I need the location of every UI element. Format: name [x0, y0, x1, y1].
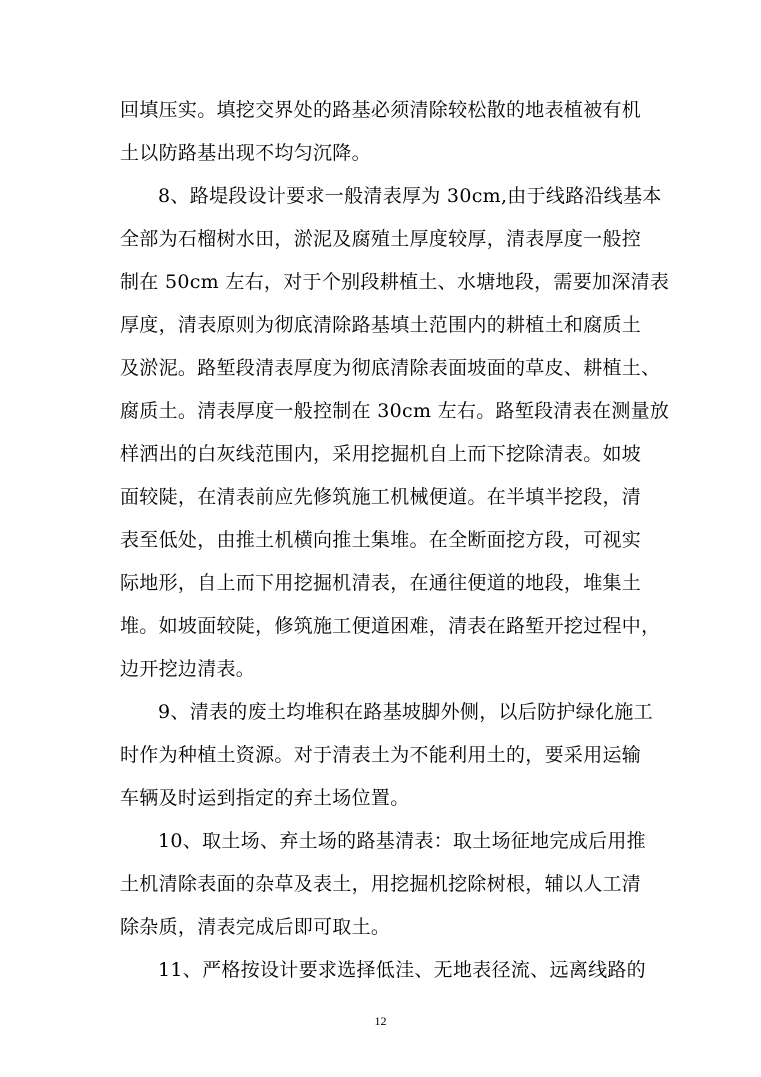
paragraph-line: 腐质土。清表厚度一般控制在 30cm 左右。路堑段清表在测量放	[120, 400, 670, 422]
paragraph-line: 表至低处，由推土机横向推土集堆。在全断面挖方段，可视实	[120, 529, 642, 551]
paragraph-line: 厚度，清表原则为彻底清除路基填土范围内的耕植土和腐质土	[120, 314, 642, 336]
paragraph-line: 及淤泥。路堑段清表厚度为彻底清除表面坡面的草皮、耕植土、	[120, 357, 661, 379]
paragraph-line: 除杂质，清表完成后即可取土。	[120, 916, 391, 938]
paragraph-line: 时作为种植土资源。对于清表土为不能利用土的，要采用运输	[120, 744, 642, 766]
paragraph-line: 11、严格按设计要求选择低洼、无地表径流、远离线路的	[158, 959, 646, 981]
paragraph-line: 回填压实。填挖交界处的路基必须清除较松散的地表植被有机	[120, 99, 642, 121]
paragraph-line: 边开挖边清表。	[120, 658, 256, 680]
paragraph-line: 全部为石榴树水田，淤泥及腐殖土厚度较厚，清表厚度一般控	[120, 228, 642, 250]
paragraph-line: 8、路堤段设计要求一般清表厚为 30cm,由于线路沿线基本	[158, 185, 662, 207]
paragraph-line: 际地形，自上而下用挖掘机清表，在通往便道的地段，堆集土	[120, 572, 642, 594]
paragraph-line: 9、清表的废土均堆积在路基坡脚外侧，以后防护绿化施工	[158, 701, 653, 723]
paragraph-line: 样洒出的白灰线范围内，采用挖掘机自上而下挖除清表。如坡	[120, 443, 642, 465]
paragraph-line: 10、取土场、弃土场的路基清表：取土场征地完成后用推	[158, 830, 646, 852]
paragraph-line: 堆。如坡面较陡，修筑施工便道困难，清表在路堑开挖过程中，	[120, 615, 661, 637]
paragraph-line: 土机清除表面的杂草及表土，用挖掘机挖除树根，辅以人工清	[120, 873, 642, 895]
paragraph-line: 车辆及时运到指定的弃土场位置。	[120, 787, 410, 809]
paragraph-line: 制在 50cm 左右，对于个别段耕植土、水塘地段，需要加深清表	[120, 271, 670, 293]
page-number: 12	[374, 1014, 387, 1028]
paragraph-line: 面较陡，在清表前应先修筑施工机械便道。在半填半挖段，清	[120, 486, 642, 508]
paragraph-line: 土以防路基出现不均匀沉降。	[120, 142, 371, 164]
